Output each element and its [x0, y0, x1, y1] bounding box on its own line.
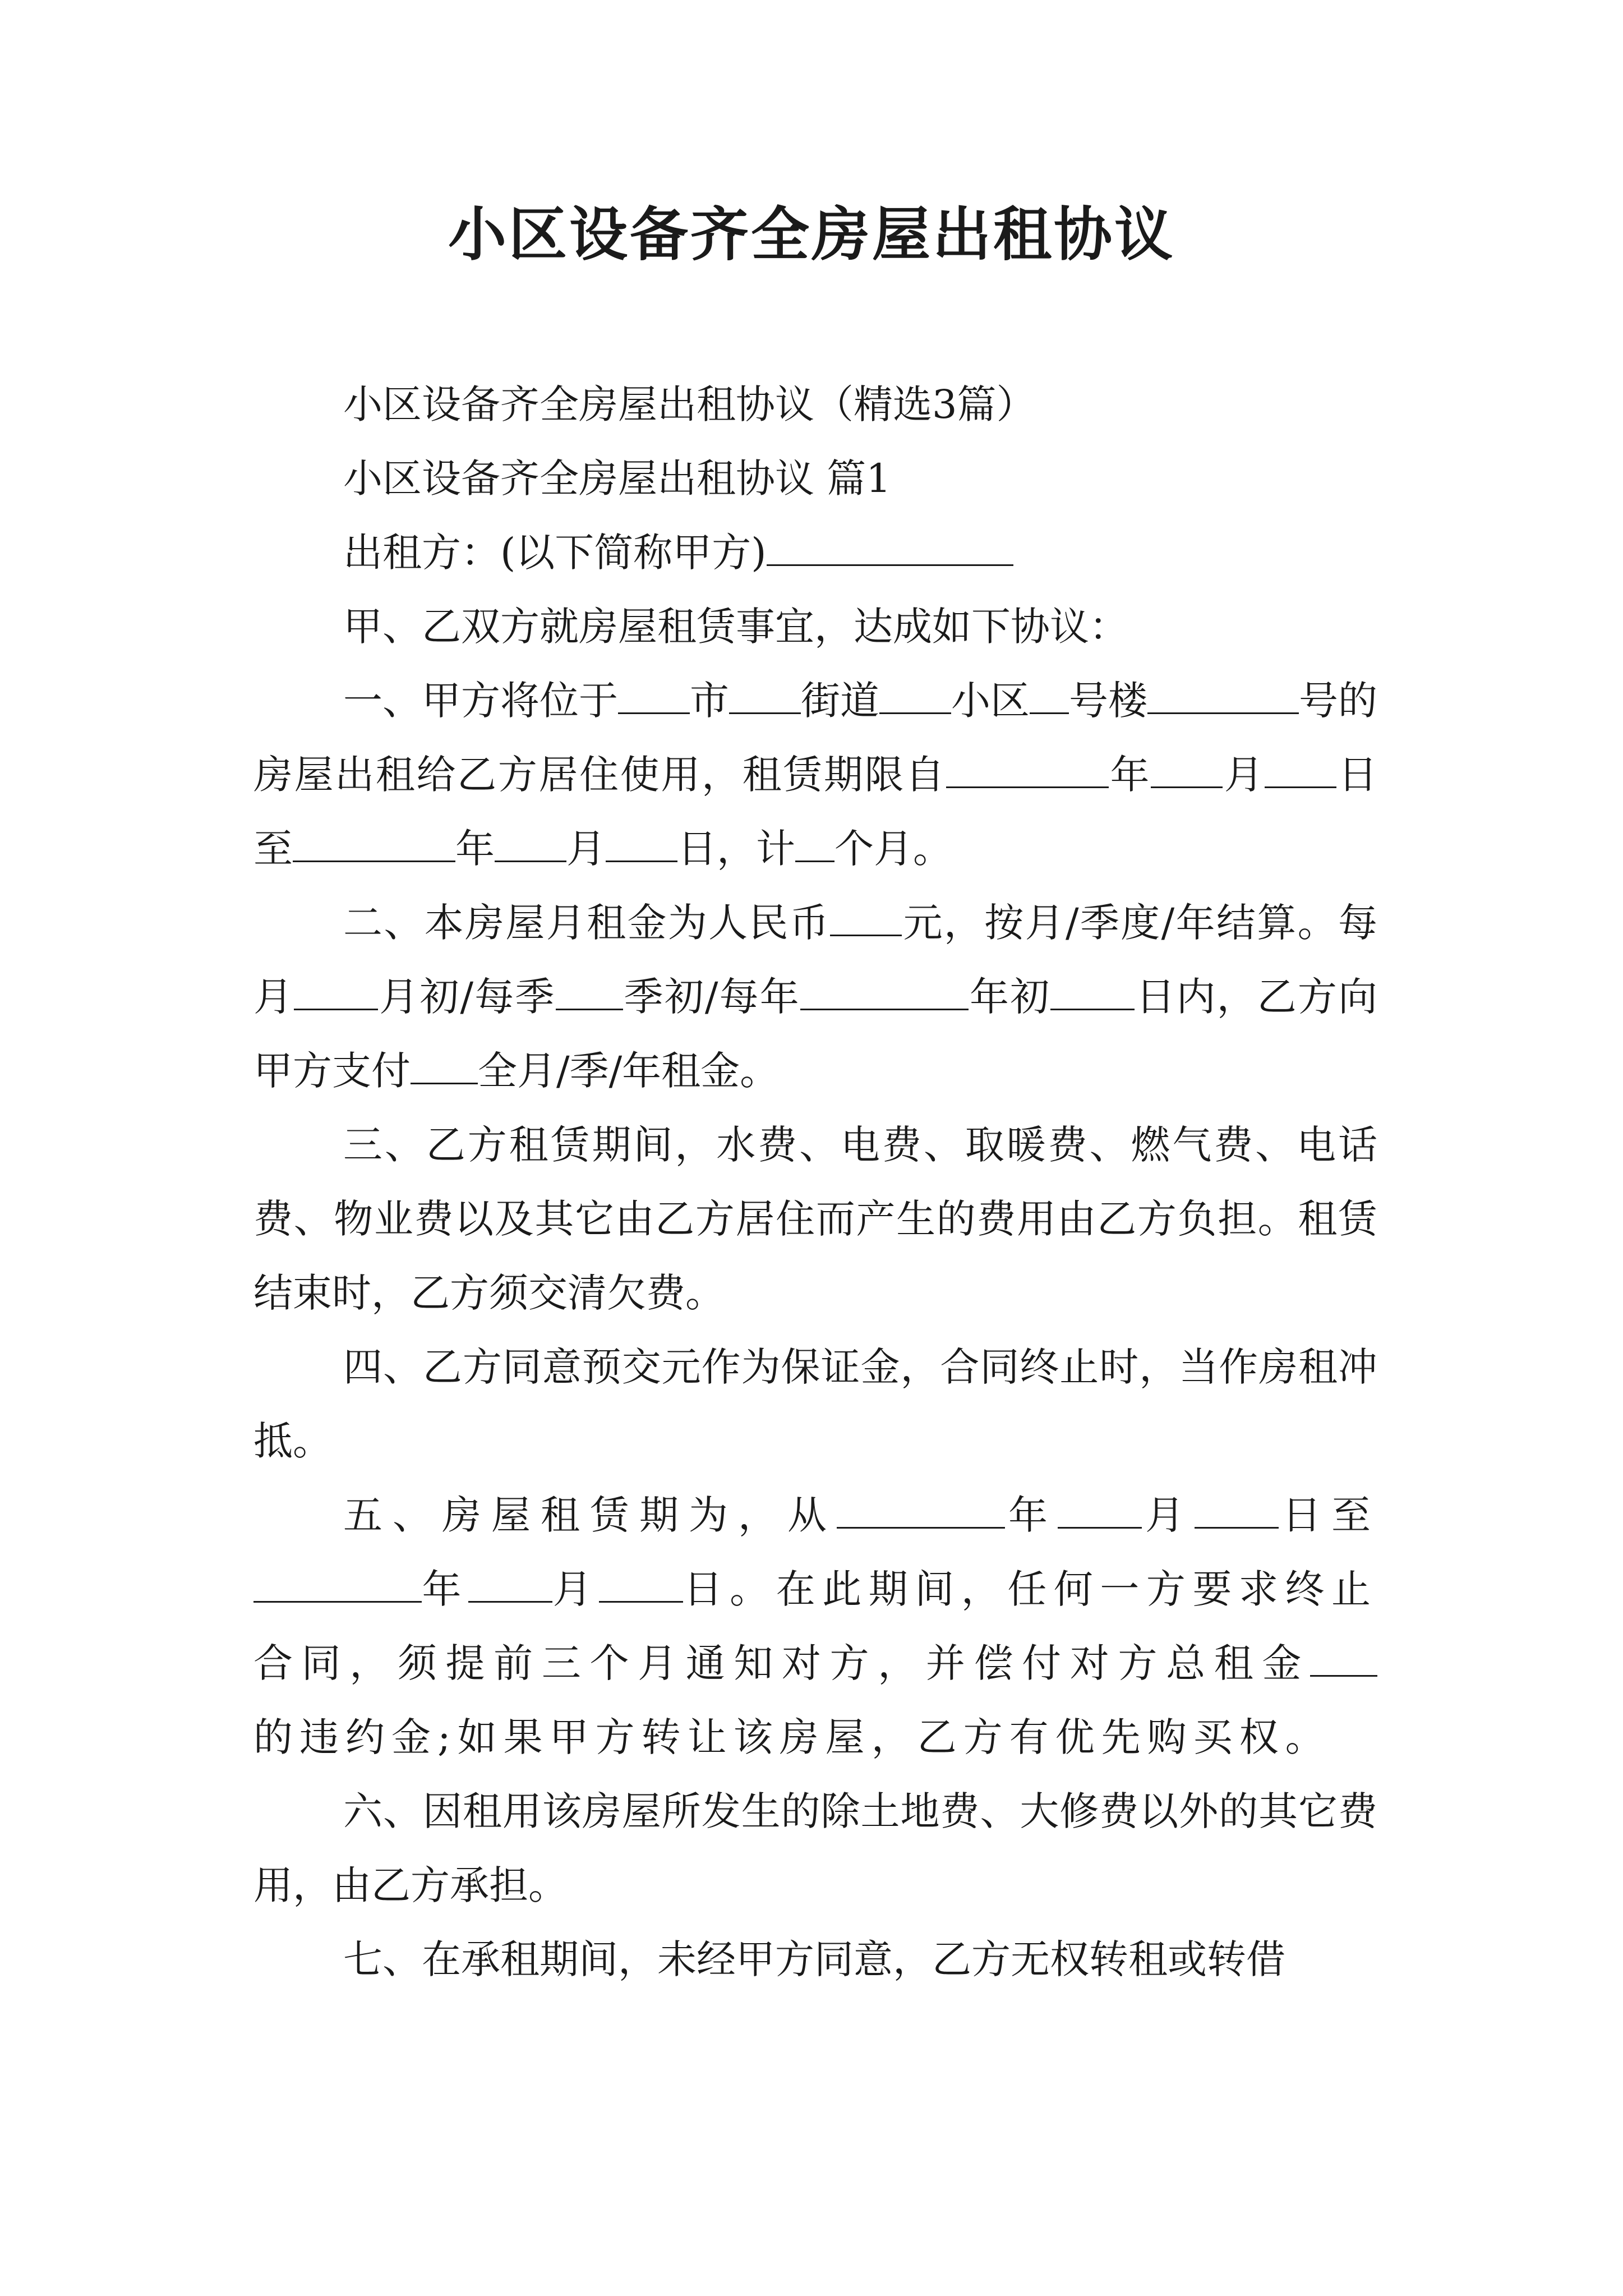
- clause-text: 的违约金;如果甲方转让该房屋，乙方有优先购买权。: [253, 1714, 1331, 1760]
- clause-text: 全月/季/年租金。: [478, 1048, 780, 1094]
- fill-blank: [294, 975, 378, 1010]
- clause-6: 六、因租用该房屋所发生的除土地费、大修费以外的其它费用，由乙方承担。: [253, 1788, 1377, 1908]
- clause-text: 年: [455, 826, 495, 872]
- fill-blank: [495, 827, 566, 862]
- clause-text: 元，按月/季度/年结算。每月: [253, 900, 1378, 1020]
- clause-text: 月: [566, 826, 606, 872]
- clause-3: 三、乙方租赁期间，水费、电费、取暖费、燃气费、电话费、物业费以及其它由乙方居住而产生的费用由乙方负担。租赁结束时，乙方须交清欠费。: [253, 1122, 1377, 1316]
- fill-blank: [606, 827, 677, 862]
- clause-text: 小区: [951, 678, 1030, 724]
- clause-text: 市: [690, 678, 729, 724]
- clause-text: 号的房屋出租给乙方居住使用，租赁期限自: [253, 678, 1377, 798]
- fill-blank: [1265, 753, 1336, 788]
- clause-text: 季初/每年: [623, 974, 800, 1020]
- clause-text: 日至: [1279, 1492, 1377, 1538]
- document-title: 小区设备齐全房屋出租协议: [448, 200, 1175, 269]
- clause-text: 街道: [801, 678, 879, 724]
- clause-2: [253, 886, 1377, 1108]
- paragraph-collection-title: 小区设备齐全房屋出租协议（精选3篇）: [343, 381, 1036, 427]
- fill-blank: [1195, 1493, 1279, 1529]
- clause-5: [253, 1478, 1377, 1774]
- paragraph-lessor: [253, 516, 1377, 590]
- fill-blank: [1147, 679, 1299, 714]
- clause-text: 月初/每季: [378, 974, 556, 1020]
- lessor-label: 出租方：(以下简称甲方): [343, 530, 767, 576]
- clause-text: 个月。: [834, 826, 952, 872]
- fill-blank: [795, 827, 834, 862]
- fill-blank: [1050, 975, 1135, 1010]
- fill-blank: [1058, 1493, 1142, 1529]
- fill-blank: [618, 679, 690, 714]
- fill-blank: [468, 1567, 552, 1603]
- fill-blank: [253, 1567, 422, 1603]
- clause-text: 月: [1223, 752, 1265, 798]
- fill-blank: [556, 975, 623, 1010]
- clause-text: 日内，乙方向甲方支付: [253, 974, 1378, 1094]
- clause-4: 四、乙方同意预交元作为保证金，合同终止时，当作房租冲抵。: [253, 1344, 1377, 1464]
- document-body: [253, 367, 1377, 1996]
- clause-text: 号楼: [1069, 678, 1147, 724]
- clause-text: 一、甲方将位于: [343, 678, 618, 724]
- clause-text: 日，计: [677, 826, 795, 872]
- lessor-blank: [767, 531, 1013, 566]
- clause-text: 日。在此期间，任何一方要求终止合同，须提前三个月通知对方，并偿付对方总租金: [253, 1566, 1378, 1686]
- clause-7: 七、在承租期间，未经甲方同意，乙方无权转租或转借: [343, 1936, 1285, 1982]
- fill-blank: [800, 975, 969, 1010]
- clause-1: [253, 664, 1377, 886]
- fill-blank: [411, 1049, 478, 1084]
- clause-text: 日至: [253, 752, 1378, 872]
- fill-blank: [879, 679, 951, 714]
- clause-text: 年: [1005, 1492, 1058, 1538]
- clause-text: 月: [552, 1566, 600, 1612]
- clause-text: 年初: [968, 974, 1051, 1020]
- clause-text: 年: [1108, 752, 1151, 798]
- fill-blank: [946, 753, 1109, 788]
- paragraph-article-heading: 小区设备齐全房屋出租协议 篇1: [343, 455, 891, 501]
- fill-blank: [837, 1493, 1005, 1529]
- fill-blank: [1310, 1641, 1377, 1677]
- fill-blank: [1030, 679, 1069, 714]
- fill-blank: [729, 679, 801, 714]
- fill-blank: [599, 1567, 683, 1603]
- clause-text: 二、本房屋月租金为人民币: [343, 900, 831, 946]
- fill-blank: [1151, 753, 1223, 788]
- fill-blank: [830, 901, 902, 936]
- fill-blank: [293, 827, 455, 862]
- clause-text: 月: [1142, 1492, 1195, 1538]
- clause-text: 五、房屋租赁期为，从: [343, 1492, 837, 1538]
- paragraph-agreement-intro: 甲、乙双方就房屋租赁事宜，达成如下协议：: [343, 604, 1128, 650]
- clause-text: 年: [422, 1566, 469, 1612]
